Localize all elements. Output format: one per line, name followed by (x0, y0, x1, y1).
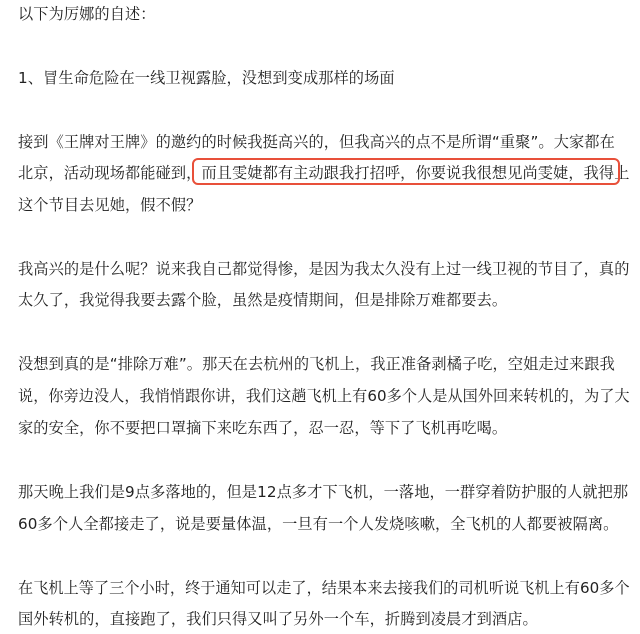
paragraph-4-line-1: 那天晚上我们是9点多落地的，但是12点多才下飞机，一落地，一群穿着防护服的人就把那 (18, 483, 629, 501)
paragraph-2-line-2: 太久了，我觉得我要去露个脸，虽然是疫情期间，但是排除万难都要去。 (18, 291, 508, 309)
highlight-box (192, 158, 620, 185)
paragraph-4-line-2: 60多个人全都接走了，说是要量体温，一旦有一个人发烧咳嗽，全飞机的人都要被隔离。 (18, 515, 619, 533)
paragraph-3-line-3: 家的安全，你不要把口罩摘下来吃东西了，忍一忍，等下了飞机再吃喝。 (18, 419, 508, 437)
paragraph-5-line-2: 国外转机的，直接跑了，我们只得又叫了另外一个车，折腾到凌晨才到酒店。 (18, 610, 538, 628)
intro-line: 以下为厉娜的自述： (18, 5, 156, 23)
paragraph-5-line-1: 在飞机上等了三个小时，终于通知可以走了，结果本来去接我们的司机听说飞机上有60多个 (18, 579, 630, 597)
paragraph-1-line-2: 北京，活动现场都能碰到，而且雯婕都有主动跟我打招呼，你要说我很想见尚雯婕，我得上 (18, 164, 630, 182)
paragraph-3-line-2: 说，你旁边没人，我悄悄跟你讲，我们这趟飞机上有60多个人是从国外回来转机的，为了大 (18, 387, 630, 405)
paragraph-2-line-1: 我高兴的是什么呢？说来我自己都觉得惨，是因为我太久没有上过一线卫视的节目了，真的 (18, 260, 630, 278)
paragraph-3-line-1: 没想到真的是“排除万难”。那天在去杭州的飞机上，我正准备剥橘子吃，空姐走过来跟我 (18, 355, 615, 373)
paragraph-1-line-1: 接到《王牌对王牌》的邀约的时候我挺高兴的，但我高兴的点不是所谓“重聚”。大家都在 (18, 133, 615, 151)
paragraph-1-line-3: 这个节目去见她，假不假？ (18, 196, 202, 214)
section-heading: 1、冒生命危险在一线卫视露脸，没想到变成那样的场面 (18, 69, 395, 87)
